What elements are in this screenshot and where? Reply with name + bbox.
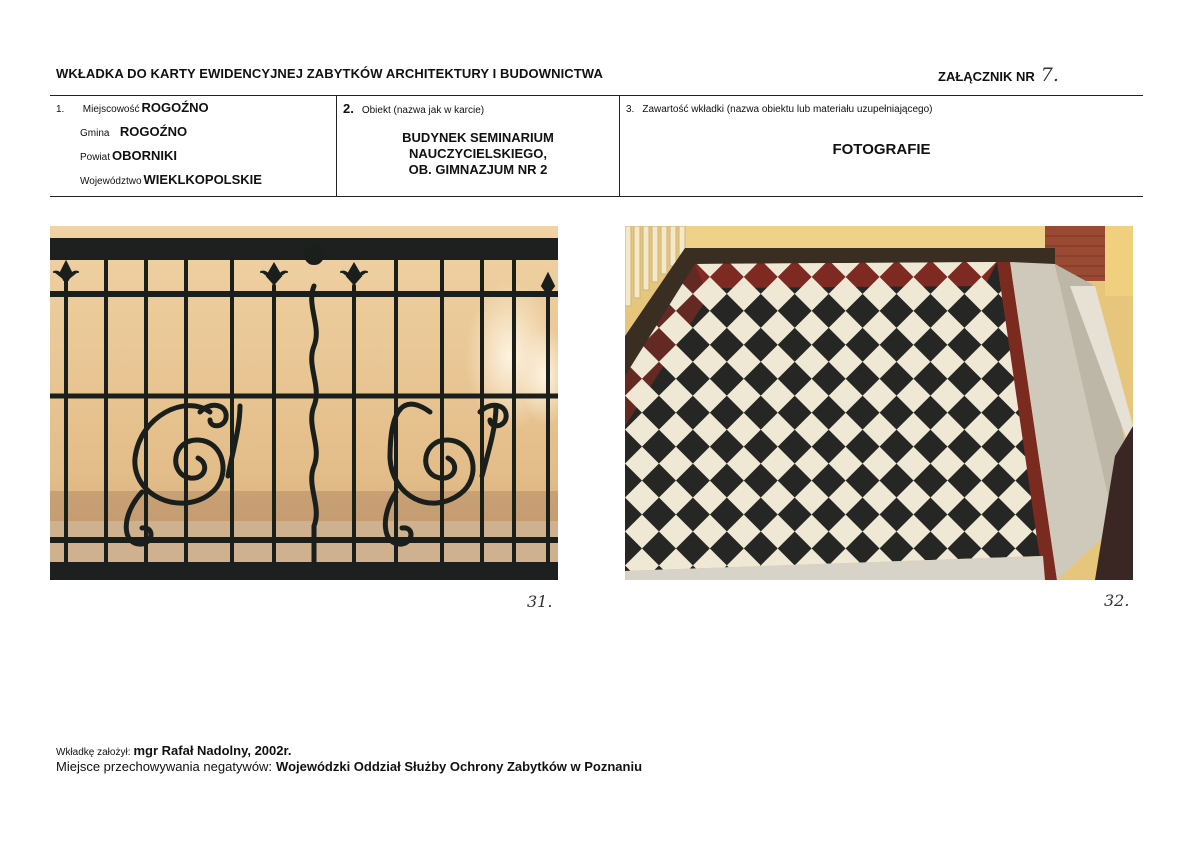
locality-value: ROGOŹNO [141, 100, 209, 115]
object-name-line: BUDYNEK SEMINARIUM [402, 130, 554, 145]
object-name-line: NAUCZYCIELSKIEGO, [409, 146, 547, 161]
content-section [620, 96, 1143, 196]
negatives-line [56, 759, 642, 774]
attachment-label: ZAŁĄCZNIK NR [938, 69, 1035, 84]
content-header [626, 99, 933, 117]
railing-illustration [50, 226, 558, 580]
content-value: FOTOGRAFIE [832, 141, 931, 158]
object-section [337, 96, 620, 196]
author-value: mgr Rafał Nadolny, 2002r. [133, 743, 292, 758]
photo-number: 32. [1104, 591, 1130, 610]
commune-label: Gmina [80, 128, 110, 139]
locality-label: Miejscowość [82, 104, 140, 115]
voivodeship-row [80, 171, 262, 189]
document-title: WKŁADKA DO KARTY EWIDENCYJNEJ ZABYTKÓW ARCHITEKTURY I BUDOWNICTWA [56, 66, 603, 81]
photo-number: 31. [527, 592, 553, 611]
commune-row [80, 123, 187, 141]
voivodeship-label: Województwo [80, 176, 142, 187]
negatives-value: Wojewódzki Oddział Służby Ochrony Zabytków w Poznaniu [276, 759, 643, 774]
locality-row [56, 99, 209, 117]
floor-illustration [625, 226, 1133, 580]
section-number: 2. [343, 101, 354, 116]
attachment-handwritten-number: 7. [1040, 64, 1059, 86]
section-number: 3. [626, 104, 635, 115]
object-label: Obiekt (nazwa jak w karcie) [361, 105, 485, 116]
negatives-label: Miejsce przechowywania negatywów: [56, 759, 273, 774]
locality-section [50, 96, 337, 196]
author-label: Wkładkę założył: [56, 747, 131, 758]
district-label: Powiat [80, 152, 111, 163]
author-line [56, 742, 291, 760]
object-header [343, 100, 484, 118]
district-row [80, 147, 177, 165]
info-table [50, 95, 1143, 197]
commune-value: ROGOŹNO [119, 124, 188, 139]
voivodeship-value: WIEKLKOPOLSKIE [143, 172, 262, 187]
photo-checkered-floor [625, 226, 1133, 580]
attachment-number [938, 64, 1059, 86]
object-name [337, 130, 619, 178]
object-name-line: OB. GIMNAZJUM NR 2 [408, 162, 548, 177]
content-label: Zawartość wkładki (nazwa obiektu lub materiału uzupełniającego) [642, 104, 933, 115]
district-value: OBORNIKI [112, 148, 178, 163]
section-number: 1. [56, 104, 65, 115]
photo-railing [50, 226, 558, 580]
